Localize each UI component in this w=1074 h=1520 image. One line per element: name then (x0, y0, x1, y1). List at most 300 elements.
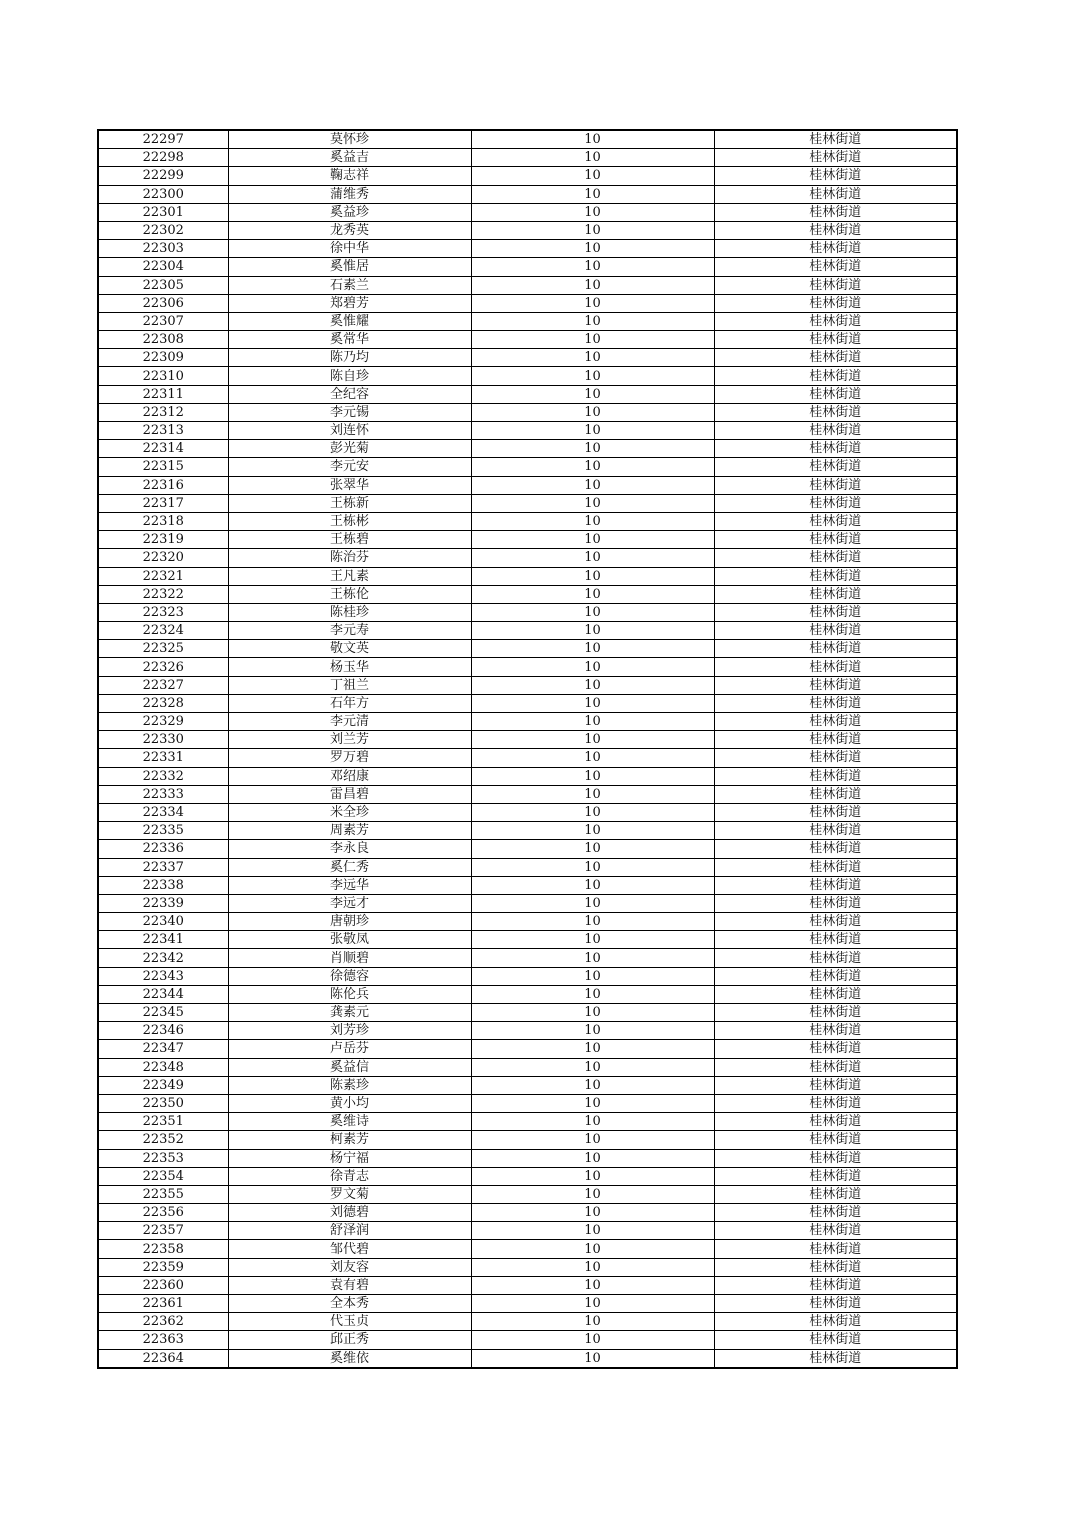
amount-cell: 10 (471, 458, 714, 476)
amount-cell: 10 (471, 949, 714, 967)
street-cell: 桂林街道 (714, 640, 957, 658)
amount-cell: 10 (471, 149, 714, 167)
name-cell: 陈桂珍 (228, 603, 471, 621)
name-cell: 王栋碧 (228, 531, 471, 549)
serial-number-cell: 22319 (98, 531, 228, 549)
table-row (98, 749, 957, 767)
table-row (98, 1258, 957, 1276)
table-row (98, 349, 957, 367)
amount-cell: 10 (471, 258, 714, 276)
amount-cell: 10 (471, 1004, 714, 1022)
name-cell: 卢岳芬 (228, 1040, 471, 1058)
street-cell: 桂林街道 (714, 676, 957, 694)
name-cell: 徐中华 (228, 240, 471, 258)
name-cell: 龚素元 (228, 1004, 471, 1022)
street-cell: 桂林街道 (714, 876, 957, 894)
table-row (98, 458, 957, 476)
street-cell: 桂林街道 (714, 422, 957, 440)
name-cell: 王栋彬 (228, 512, 471, 530)
name-cell: 陈乃均 (228, 349, 471, 367)
serial-number-cell: 22314 (98, 440, 228, 458)
street-cell: 桂林街道 (714, 622, 957, 640)
name-cell: 刘芳珍 (228, 1022, 471, 1040)
amount-cell: 10 (471, 622, 714, 640)
street-cell: 桂林街道 (714, 967, 957, 985)
amount-cell: 10 (471, 549, 714, 567)
amount-cell: 10 (471, 1058, 714, 1076)
name-cell: 石年方 (228, 694, 471, 712)
name-cell: 周素芳 (228, 822, 471, 840)
table-row (98, 1331, 957, 1349)
amount-cell: 10 (471, 713, 714, 731)
name-cell: 张翠华 (228, 476, 471, 494)
amount-cell: 10 (471, 476, 714, 494)
roster-table (97, 129, 958, 1369)
street-cell: 桂林街道 (714, 458, 957, 476)
amount-cell: 10 (471, 1094, 714, 1112)
name-cell: 奚常华 (228, 331, 471, 349)
street-cell: 桂林街道 (714, 294, 957, 312)
amount-cell: 10 (471, 749, 714, 767)
table-row (98, 312, 957, 330)
amount-cell: 10 (471, 676, 714, 694)
name-cell: 王凡素 (228, 567, 471, 585)
serial-number-cell: 22359 (98, 1258, 228, 1276)
street-cell: 桂林街道 (714, 985, 957, 1003)
amount-cell: 10 (471, 385, 714, 403)
street-cell: 桂林街道 (714, 385, 957, 403)
table-row (98, 1113, 957, 1131)
serial-number-cell: 22353 (98, 1149, 228, 1167)
amount-cell: 10 (471, 130, 714, 149)
table-row (98, 658, 957, 676)
amount-cell: 10 (471, 567, 714, 585)
serial-number-cell: 22331 (98, 749, 228, 767)
serial-number-cell: 22358 (98, 1240, 228, 1258)
street-cell: 桂林街道 (714, 658, 957, 676)
serial-number-cell: 22338 (98, 876, 228, 894)
amount-cell: 10 (471, 603, 714, 621)
serial-number-cell: 22300 (98, 185, 228, 203)
serial-number-cell: 22301 (98, 203, 228, 221)
amount-cell: 10 (471, 1131, 714, 1149)
serial-number-cell: 22308 (98, 331, 228, 349)
table-row (98, 622, 957, 640)
serial-number-cell: 22362 (98, 1313, 228, 1331)
amount-cell: 10 (471, 1349, 714, 1368)
street-cell: 桂林街道 (714, 512, 957, 530)
table-row (98, 294, 957, 312)
name-cell: 袁有碧 (228, 1276, 471, 1294)
name-cell: 王栋伦 (228, 585, 471, 603)
amount-cell: 10 (471, 367, 714, 385)
table-row (98, 185, 957, 203)
table-row (98, 876, 957, 894)
name-cell: 李永良 (228, 840, 471, 858)
table-row (98, 567, 957, 585)
table-row (98, 1149, 957, 1167)
street-cell: 桂林街道 (714, 894, 957, 912)
name-cell: 舒泽润 (228, 1222, 471, 1240)
street-cell: 桂林街道 (714, 767, 957, 785)
name-cell: 李元锡 (228, 403, 471, 421)
serial-number-cell: 22364 (98, 1349, 228, 1368)
amount-cell: 10 (471, 1258, 714, 1276)
amount-cell: 10 (471, 1076, 714, 1094)
name-cell: 彭光菊 (228, 440, 471, 458)
street-cell: 桂林街道 (714, 840, 957, 858)
street-cell: 桂林街道 (714, 130, 957, 149)
serial-number-cell: 22357 (98, 1222, 228, 1240)
amount-cell: 10 (471, 494, 714, 512)
street-cell: 桂林街道 (714, 167, 957, 185)
name-cell: 徐青志 (228, 1167, 471, 1185)
serial-number-cell: 22348 (98, 1058, 228, 1076)
street-cell: 桂林街道 (714, 749, 957, 767)
serial-number-cell: 22351 (98, 1113, 228, 1131)
amount-cell: 10 (471, 531, 714, 549)
name-cell: 奚益信 (228, 1058, 471, 1076)
serial-number-cell: 22334 (98, 803, 228, 821)
name-cell: 王栋新 (228, 494, 471, 512)
name-cell: 黄小均 (228, 1094, 471, 1112)
street-cell: 桂林街道 (714, 1004, 957, 1022)
serial-number-cell: 22322 (98, 585, 228, 603)
name-cell: 李远华 (228, 876, 471, 894)
amount-cell: 10 (471, 276, 714, 294)
serial-number-cell: 22321 (98, 567, 228, 585)
name-cell: 莫怀珍 (228, 130, 471, 149)
table-row (98, 240, 957, 258)
table-row (98, 1240, 957, 1258)
name-cell: 邓绍康 (228, 767, 471, 785)
table-row (98, 585, 957, 603)
street-cell: 桂林街道 (714, 531, 957, 549)
table-row (98, 549, 957, 567)
name-cell: 杨玉华 (228, 658, 471, 676)
street-cell: 桂林街道 (714, 331, 957, 349)
serial-number-cell: 22309 (98, 349, 228, 367)
table-row (98, 203, 957, 221)
name-cell: 罗万碧 (228, 749, 471, 767)
table-row (98, 694, 957, 712)
name-cell: 陈自珍 (228, 367, 471, 385)
table-row (98, 1295, 957, 1313)
amount-cell: 10 (471, 1167, 714, 1185)
amount-cell: 10 (471, 512, 714, 530)
name-cell: 张敬凤 (228, 931, 471, 949)
street-cell: 桂林街道 (714, 1185, 957, 1203)
table-row (98, 276, 957, 294)
amount-cell: 10 (471, 767, 714, 785)
street-cell: 桂林街道 (714, 713, 957, 731)
street-cell: 桂林街道 (714, 403, 957, 421)
table-row (98, 931, 957, 949)
table-row (98, 1167, 957, 1185)
name-cell: 陈素珍 (228, 1076, 471, 1094)
street-cell: 桂林街道 (714, 367, 957, 385)
table-row (98, 367, 957, 385)
serial-number-cell: 22297 (98, 130, 228, 149)
serial-number-cell: 22332 (98, 767, 228, 785)
table-row (98, 130, 957, 149)
table-row (98, 713, 957, 731)
street-cell: 桂林街道 (714, 1040, 957, 1058)
table-row (98, 858, 957, 876)
street-cell: 桂林街道 (714, 1149, 957, 1167)
name-cell: 唐朝珍 (228, 913, 471, 931)
table-row (98, 1185, 957, 1203)
serial-number-cell: 22317 (98, 494, 228, 512)
amount-cell: 10 (471, 203, 714, 221)
serial-number-cell: 22361 (98, 1295, 228, 1313)
serial-number-cell: 22310 (98, 367, 228, 385)
amount-cell: 10 (471, 840, 714, 858)
name-cell: 代玉贞 (228, 1313, 471, 1331)
street-cell: 桂林街道 (714, 1295, 957, 1313)
name-cell: 杨宁福 (228, 1149, 471, 1167)
name-cell: 刘兰芳 (228, 731, 471, 749)
amount-cell: 10 (471, 312, 714, 330)
table-row (98, 1313, 957, 1331)
street-cell: 桂林街道 (714, 931, 957, 949)
name-cell: 徐德容 (228, 967, 471, 985)
table-row (98, 840, 957, 858)
table-row (98, 913, 957, 931)
serial-number-cell: 22341 (98, 931, 228, 949)
amount-cell: 10 (471, 1022, 714, 1040)
name-cell: 奚益珍 (228, 203, 471, 221)
amount-cell: 10 (471, 822, 714, 840)
serial-number-cell: 22354 (98, 1167, 228, 1185)
name-cell: 刘友容 (228, 1258, 471, 1276)
serial-number-cell: 22355 (98, 1185, 228, 1203)
amount-cell: 10 (471, 803, 714, 821)
street-cell: 桂林街道 (714, 1240, 957, 1258)
table-row (98, 167, 957, 185)
amount-cell: 10 (471, 240, 714, 258)
name-cell: 蒲维秀 (228, 185, 471, 203)
serial-number-cell: 22342 (98, 949, 228, 967)
table-row (98, 1022, 957, 1040)
street-cell: 桂林街道 (714, 494, 957, 512)
street-cell: 桂林街道 (714, 1076, 957, 1094)
street-cell: 桂林街道 (714, 203, 957, 221)
amount-cell: 10 (471, 1149, 714, 1167)
street-cell: 桂林街道 (714, 1131, 957, 1149)
serial-number-cell: 22349 (98, 1076, 228, 1094)
name-cell: 柯素芳 (228, 1131, 471, 1149)
amount-cell: 10 (471, 640, 714, 658)
street-cell: 桂林街道 (714, 1022, 957, 1040)
amount-cell: 10 (471, 167, 714, 185)
table-row (98, 403, 957, 421)
serial-number-cell: 22318 (98, 512, 228, 530)
serial-number-cell: 22350 (98, 1094, 228, 1112)
serial-number-cell: 22337 (98, 858, 228, 876)
serial-number-cell: 22345 (98, 1004, 228, 1022)
amount-cell: 10 (471, 731, 714, 749)
name-cell: 邱正秀 (228, 1331, 471, 1349)
serial-number-cell: 22335 (98, 822, 228, 840)
amount-cell: 10 (471, 185, 714, 203)
name-cell: 龙秀英 (228, 221, 471, 239)
name-cell: 刘连怀 (228, 422, 471, 440)
street-cell: 桂林街道 (714, 221, 957, 239)
street-cell: 桂林街道 (714, 258, 957, 276)
table-row (98, 894, 957, 912)
serial-number-cell: 22312 (98, 403, 228, 421)
street-cell: 桂林街道 (714, 476, 957, 494)
street-cell: 桂林街道 (714, 440, 957, 458)
amount-cell: 10 (471, 221, 714, 239)
street-cell: 桂林街道 (714, 1276, 957, 1294)
serial-number-cell: 22298 (98, 149, 228, 167)
table-row (98, 1131, 957, 1149)
amount-cell: 10 (471, 331, 714, 349)
table-row (98, 422, 957, 440)
table-row (98, 603, 957, 621)
roster-table-body (98, 130, 957, 1368)
serial-number-cell: 22320 (98, 549, 228, 567)
street-cell: 桂林街道 (714, 349, 957, 367)
table-row (98, 767, 957, 785)
amount-cell: 10 (471, 1295, 714, 1313)
street-cell: 桂林街道 (714, 567, 957, 585)
serial-number-cell: 22326 (98, 658, 228, 676)
table-row (98, 676, 957, 694)
table-row (98, 1040, 957, 1058)
table-row (98, 1076, 957, 1094)
table-row (98, 1349, 957, 1368)
name-cell: 郑碧芳 (228, 294, 471, 312)
amount-cell: 10 (471, 858, 714, 876)
street-cell: 桂林街道 (714, 149, 957, 167)
table-row (98, 640, 957, 658)
amount-cell: 10 (471, 1185, 714, 1203)
amount-cell: 10 (471, 1040, 714, 1058)
table-row (98, 1058, 957, 1076)
serial-number-cell: 22330 (98, 731, 228, 749)
street-cell: 桂林街道 (714, 1331, 957, 1349)
table-row (98, 1204, 957, 1222)
table-row (98, 1276, 957, 1294)
table-row (98, 803, 957, 821)
serial-number-cell: 22307 (98, 312, 228, 330)
street-cell: 桂林街道 (714, 1058, 957, 1076)
name-cell: 全本秀 (228, 1295, 471, 1313)
name-cell: 李元清 (228, 713, 471, 731)
street-cell: 桂林街道 (714, 822, 957, 840)
name-cell: 奚惟居 (228, 258, 471, 276)
name-cell: 奚仁秀 (228, 858, 471, 876)
amount-cell: 10 (471, 894, 714, 912)
amount-cell: 10 (471, 349, 714, 367)
table-row (98, 731, 957, 749)
name-cell: 奚维诗 (228, 1113, 471, 1131)
serial-number-cell: 22323 (98, 603, 228, 621)
name-cell: 肖顺碧 (228, 949, 471, 967)
street-cell: 桂林街道 (714, 949, 957, 967)
serial-number-cell: 22333 (98, 785, 228, 803)
serial-number-cell: 22306 (98, 294, 228, 312)
street-cell: 桂林街道 (714, 858, 957, 876)
amount-cell: 10 (471, 294, 714, 312)
street-cell: 桂林街道 (714, 312, 957, 330)
street-cell: 桂林街道 (714, 913, 957, 931)
name-cell: 刘德碧 (228, 1204, 471, 1222)
serial-number-cell: 22311 (98, 385, 228, 403)
amount-cell: 10 (471, 422, 714, 440)
serial-number-cell: 22347 (98, 1040, 228, 1058)
table-row (98, 785, 957, 803)
table-row (98, 149, 957, 167)
street-cell: 桂林街道 (714, 1349, 957, 1368)
street-cell: 桂林街道 (714, 185, 957, 203)
name-cell: 李远才 (228, 894, 471, 912)
table-row (98, 385, 957, 403)
name-cell: 邹代碧 (228, 1240, 471, 1258)
street-cell: 桂林街道 (714, 276, 957, 294)
name-cell: 鞠志祥 (228, 167, 471, 185)
name-cell: 奚惟耀 (228, 312, 471, 330)
serial-number-cell: 22340 (98, 913, 228, 931)
name-cell: 李元寿 (228, 622, 471, 640)
serial-number-cell: 22305 (98, 276, 228, 294)
name-cell: 雷昌碧 (228, 785, 471, 803)
table-row (98, 476, 957, 494)
amount-cell: 10 (471, 1240, 714, 1258)
amount-cell: 10 (471, 985, 714, 1003)
street-cell: 桂林街道 (714, 1204, 957, 1222)
name-cell: 敬文英 (228, 640, 471, 658)
street-cell: 桂林街道 (714, 1113, 957, 1131)
name-cell: 全纪容 (228, 385, 471, 403)
amount-cell: 10 (471, 967, 714, 985)
amount-cell: 10 (471, 694, 714, 712)
street-cell: 桂林街道 (714, 1167, 957, 1185)
table-row (98, 967, 957, 985)
serial-number-cell: 22315 (98, 458, 228, 476)
serial-number-cell: 22299 (98, 167, 228, 185)
street-cell: 桂林街道 (714, 585, 957, 603)
serial-number-cell: 22316 (98, 476, 228, 494)
table-row (98, 531, 957, 549)
street-cell: 桂林街道 (714, 1222, 957, 1240)
table-row (98, 440, 957, 458)
table-row (98, 331, 957, 349)
street-cell: 桂林街道 (714, 603, 957, 621)
table-row (98, 1222, 957, 1240)
serial-number-cell: 22329 (98, 713, 228, 731)
name-cell: 陈治芬 (228, 549, 471, 567)
amount-cell: 10 (471, 585, 714, 603)
serial-number-cell: 22343 (98, 967, 228, 985)
amount-cell: 10 (471, 1222, 714, 1240)
serial-number-cell: 22328 (98, 694, 228, 712)
amount-cell: 10 (471, 658, 714, 676)
serial-number-cell: 22356 (98, 1204, 228, 1222)
amount-cell: 10 (471, 403, 714, 421)
name-cell: 米全珍 (228, 803, 471, 821)
serial-number-cell: 22363 (98, 1331, 228, 1349)
serial-number-cell: 22304 (98, 258, 228, 276)
name-cell: 奚益吉 (228, 149, 471, 167)
serial-number-cell: 22360 (98, 1276, 228, 1294)
street-cell: 桂林街道 (714, 1094, 957, 1112)
serial-number-cell: 22313 (98, 422, 228, 440)
street-cell: 桂林街道 (714, 240, 957, 258)
